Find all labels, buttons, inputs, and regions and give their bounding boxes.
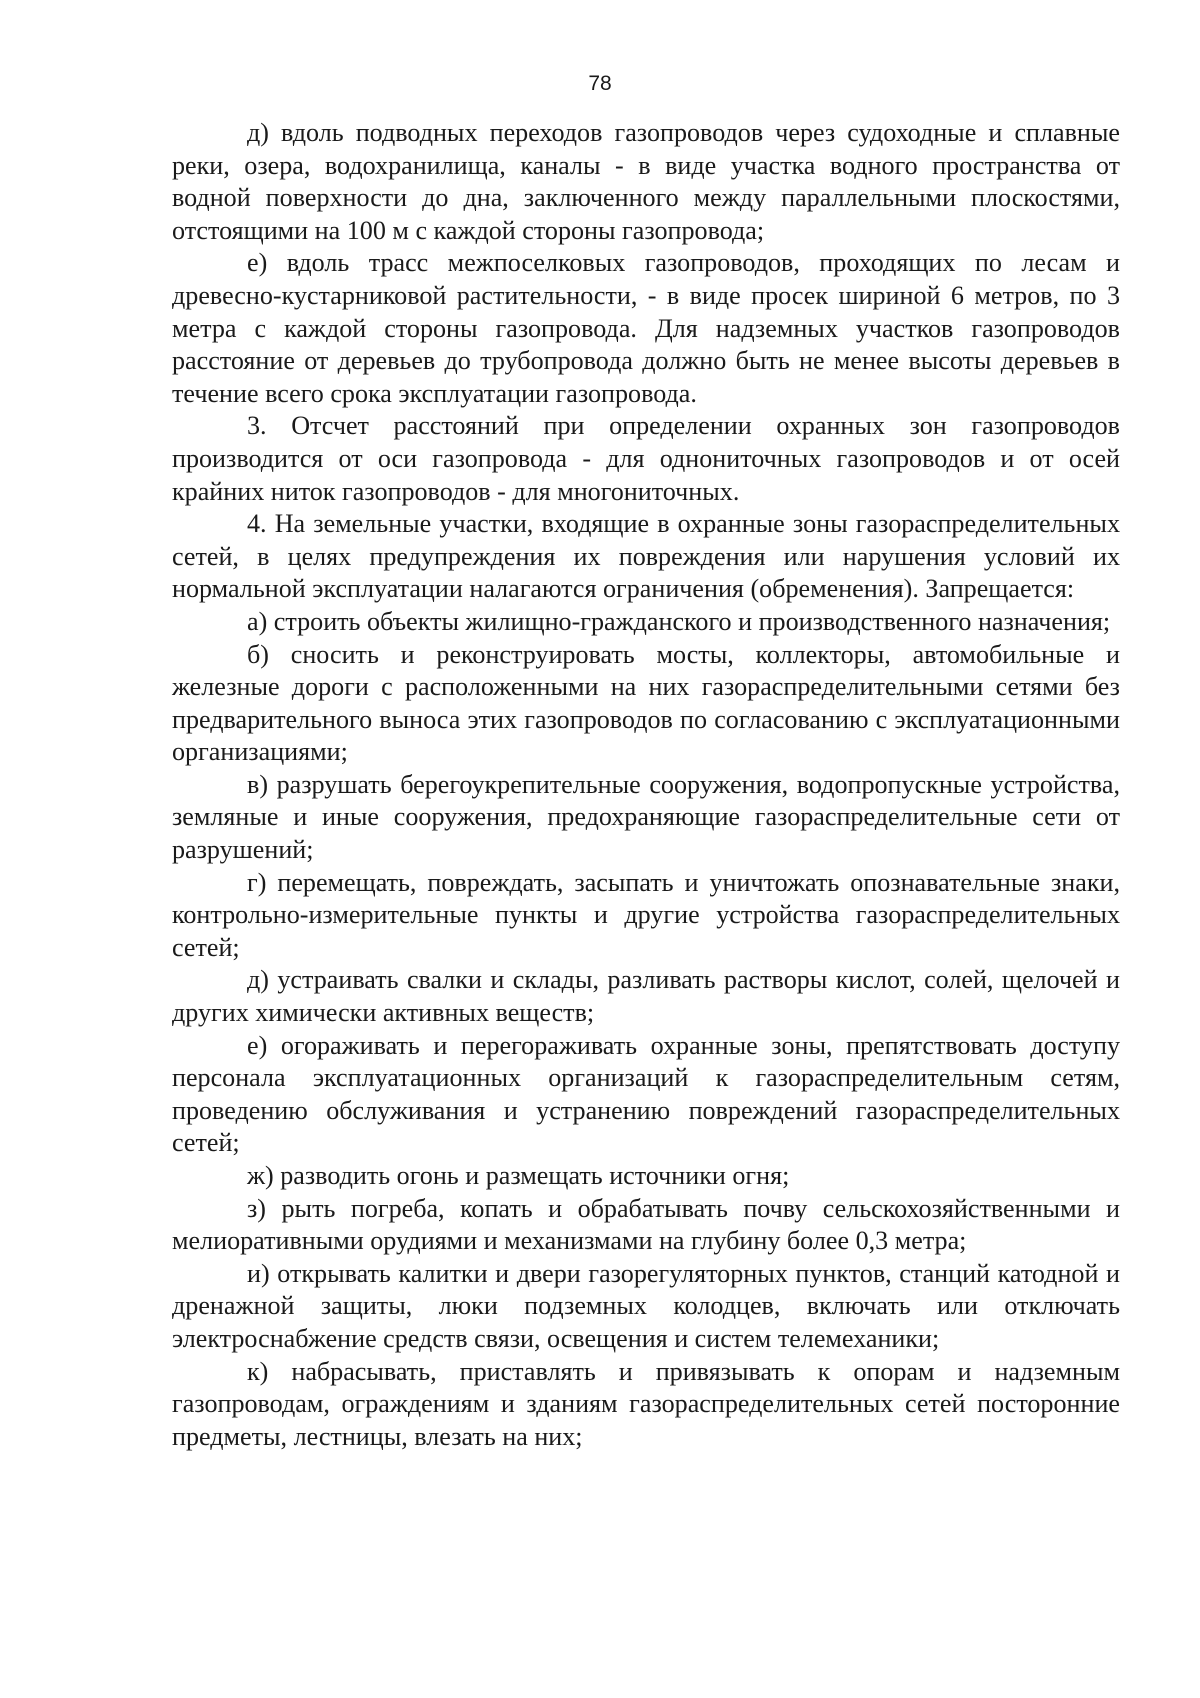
paragraph-g-signs: г) перемещать, повреждать, засыпать и уничтожать опознавательные знаки, контрольно-измерительные пункты и другие устройства газораспределительных сетей; [172, 867, 1120, 962]
document-body [172, 117, 1120, 1453]
paragraph-d-underwater-crossings: д) вдоль подводных переходов газопроводов через судоходные и сплавные реки, озера, водохранилища, каналы - в виде участка водного пространства от водной поверхности до дна, заключенного между параллельными плоскостями, отстоящими на 100 м с каждой стороны газопровода; [172, 118, 1120, 245]
paragraph-e-forest-routes: е) вдоль трасс межпоселковых газопроводов, проходящих по лесам и древесно-кустарниковой растительности, - в виде просек шириной 6 метров, по 3 метра с каждой стороны газопровода. Для надземных участков газопроводов расстояние от деревьев до трубопровода должно быть не менее высоты деревьев в течение всего срока эксплуатации газопровода. [172, 248, 1120, 408]
paragraph-b-demolition: б) сносить и реконструировать мосты, коллекторы, автомобильные и железные дороги с расположенными на них газораспределительными сетями без предварительного выноса этих газопроводов по согласованию с эксплуатационными организациями; [172, 639, 1120, 767]
paragraph-i-gates: и) открывать калитки и двери газорегуляторных пунктов, станций катодной и дренажной защиты, люки подземных колодцев, включать или отключать электроснабжение средств связи, освещения и систем телемеханики; [172, 1258, 1120, 1353]
paragraph-zh-fire: ж) разводить огонь и размещать источники огня; [247, 1161, 790, 1190]
paragraph-3-distance-measurement: 3. Отсчет расстояний при определении охранных зон газопроводов производится от оси газопровода - для однониточных газопроводов и от осей крайних ниток газопроводов - для многониточных. [172, 411, 1120, 506]
paragraph-a-construction: а) строить объекты жилищно-гражданского и производственного назначения; [247, 606, 1111, 636]
paragraph-v-shore-structures: в) разрушать берегоукрепительные сооружения, водопропускные устройства, земляные и иные сооружения, предохраняющие газораспределительные сети от разрушений; [172, 769, 1120, 865]
paragraph-k-objects: к) набрасывать, приставлять и привязывать к опорам и надземным газопроводам, ограждениям и зданиям газораспределительных сетей посторонние предметы, лестницы, влезать на них; [172, 1356, 1120, 1451]
paragraph-4-land-restrictions: 4. На земельные участки, входящие в охранные зоны газораспределительных сетей, в целях предупреждения их повреждения или нарушения условий их нормальной эксплуатации налагаются ограничения (обременения). Запрещается: [172, 509, 1120, 604]
paragraph-d-dumps: д) устраивать свалки и склады, разливать растворы кислот, солей, щелочей и других химически активных веществ; [172, 965, 1120, 1028]
paragraph-e-fencing: е) огораживать и перегораживать охранные зоны, препятствовать доступу персонала эксплуатационных организаций к газораспределительным сетям, проведению обслуживания и устранению повреждений газораспределительных сетей; [172, 1030, 1120, 1158]
page-number: 78 [588, 72, 612, 95]
paragraph-z-digging: з) рыть погреба, копать и обрабатывать почву сельскохозяйственными и мелиоративными орудиями и механизмами на глубину более 0,3 метра; [172, 1193, 1120, 1256]
